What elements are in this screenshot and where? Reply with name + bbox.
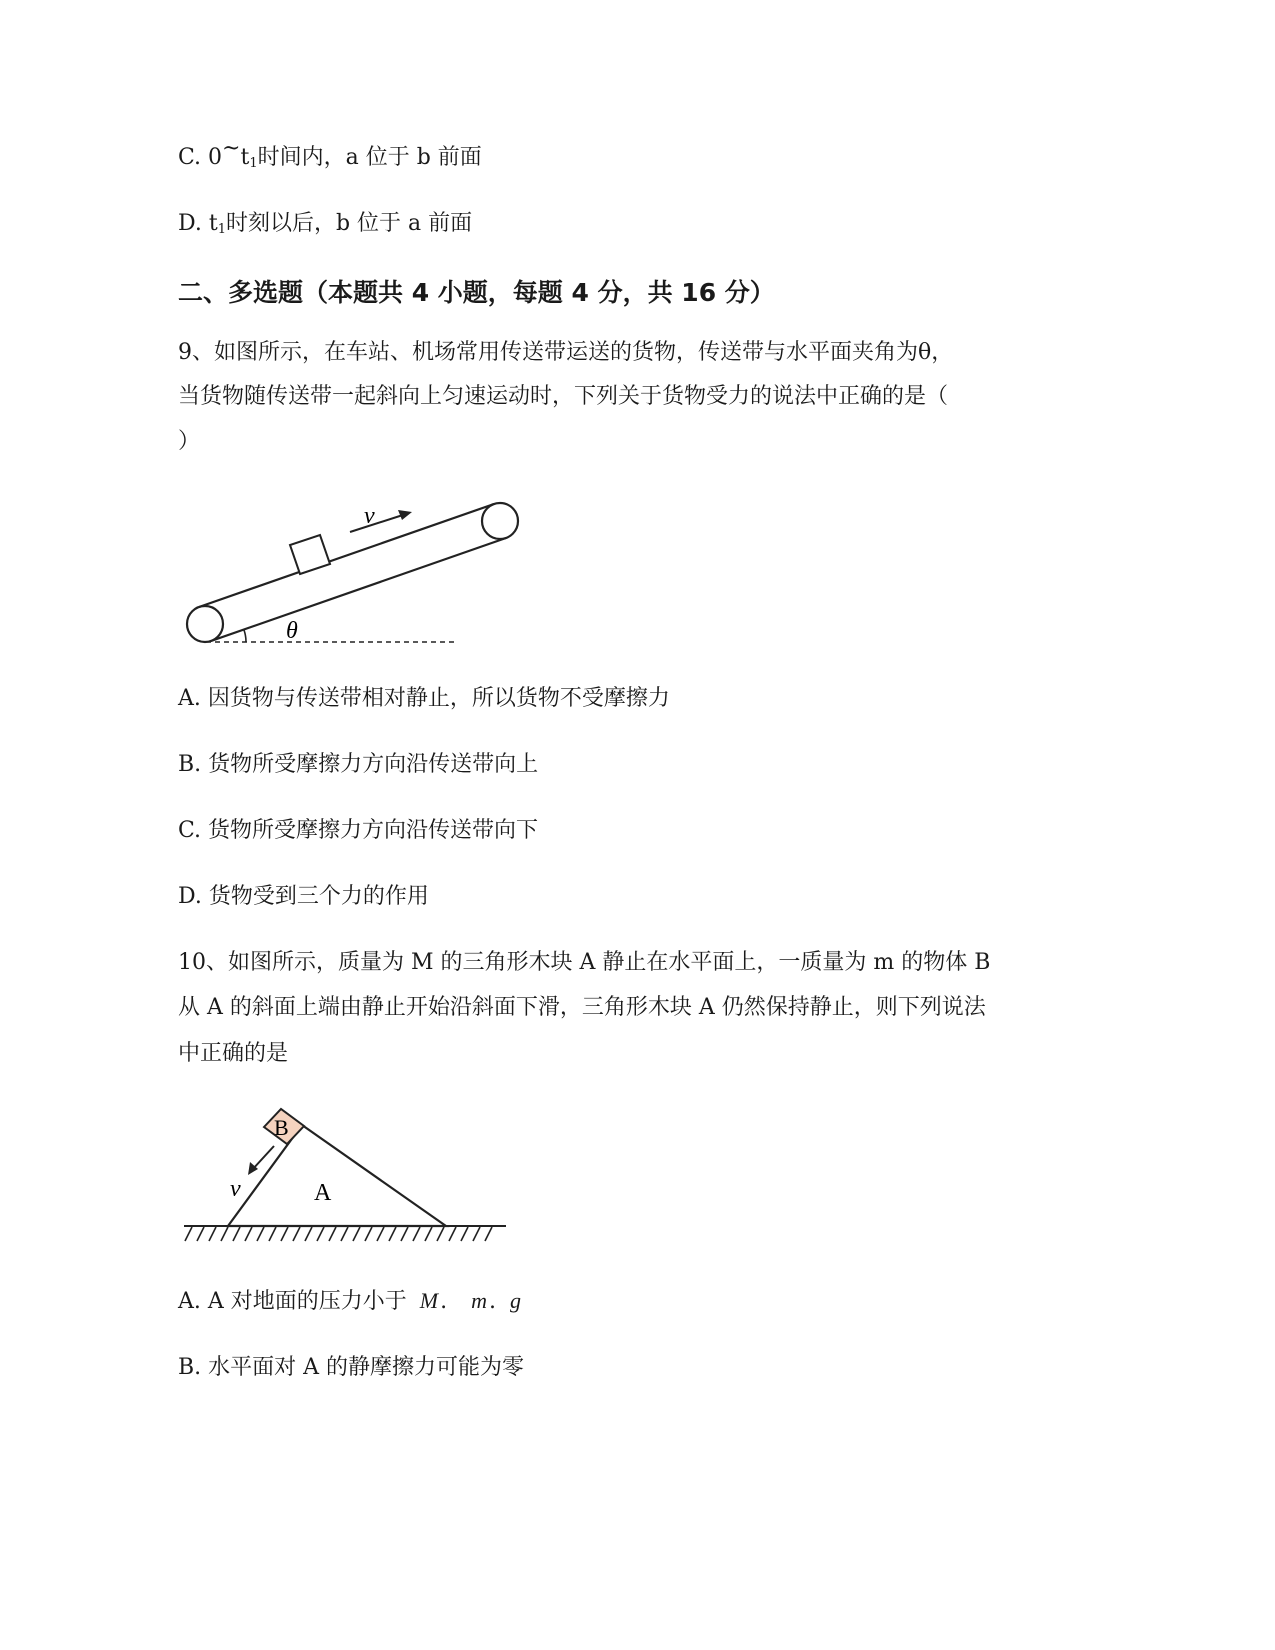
q10-option-b: B. 水平面对 A 的静摩擦力可能为零 [178,1355,525,1380]
q10-stem-line2: 从 A 的斜面上端由静止开始沿斜面下滑，三角形木块 A 仍然保持静止，则下列说法 [178,995,986,1020]
bottom-pulley [187,606,223,642]
tilde: ~ [222,136,241,161]
option-d-prev [178,209,472,245]
time-subscript: 1 [249,156,258,171]
math-capital-m: M [419,1288,439,1313]
block-label: B [274,1115,289,1140]
velocity-label: v [230,1176,241,1202]
option-c-prefix: C. 0 [178,145,223,170]
ground-hatching [185,1227,492,1241]
q10-option-a: A. A 对地面的压力小于 M. m. g [178,1288,521,1314]
angle-arc [244,630,246,642]
q9-option-b: B. 货物所受摩擦力方向沿传送带向上 [178,752,539,777]
option-c-prev [178,136,482,179]
q9-stem-line2: 当货物随传送带一起斜向上匀速运动时，下列关于货物受力的说法中正确的是（ [178,384,949,409]
math-g: g [509,1288,521,1313]
wedge-label: A [314,1180,332,1206]
q9-option-d: D. 货物受到三个力的作用 [178,884,429,909]
top-pulley [482,503,518,539]
q9-stem-line1: 9、如图所示，在车站、机场常用传送带运送的货物，传送带与水平面夹角为θ， [178,340,954,365]
angle-label: θ [286,618,298,644]
option-c-text: 时间内，a 位于 b 前面 [257,145,482,170]
velocity-arrow-shaft [350,514,406,532]
math-small-m: m [471,1288,487,1313]
belt-bottom-edge [211,538,506,641]
time-var: t [208,211,218,236]
belt-top-edge [199,504,494,607]
conveyor-belt-figure [178,490,538,660]
velocity-label: v [364,503,375,529]
q9-stem-line3: ） [178,429,201,454]
wedge-block-figure [178,1100,518,1250]
option-d-prefix: D. [178,211,209,236]
q10-stem-line3: 中正确的是 [178,1041,289,1066]
velocity-arrow-head [398,510,412,520]
q9-option-c: C. 货物所受摩擦力方向沿传送带向下 [178,818,539,843]
wedge-a [228,1125,446,1226]
time-var: t [240,145,250,170]
section-heading: 二、多选题（本题共 4 小题，每题 4 分，共 16 分） [178,278,775,307]
q10-option-a-text: A. A 对地面的压力小于 [178,1289,414,1314]
option-d-text: 时刻以后，b 位于 a 前面 [225,211,473,236]
cargo-box [290,535,330,574]
q10-stem-line1: 10、如图所示，质量为 M 的三角形木块 A 静止在水平面上，一质量为 m 的物体 B [178,950,991,975]
q9-option-a: A. 因货物与传送带相对静止，所以货物不受摩擦力 [178,686,670,711]
time-subscript: 1 [217,222,226,237]
